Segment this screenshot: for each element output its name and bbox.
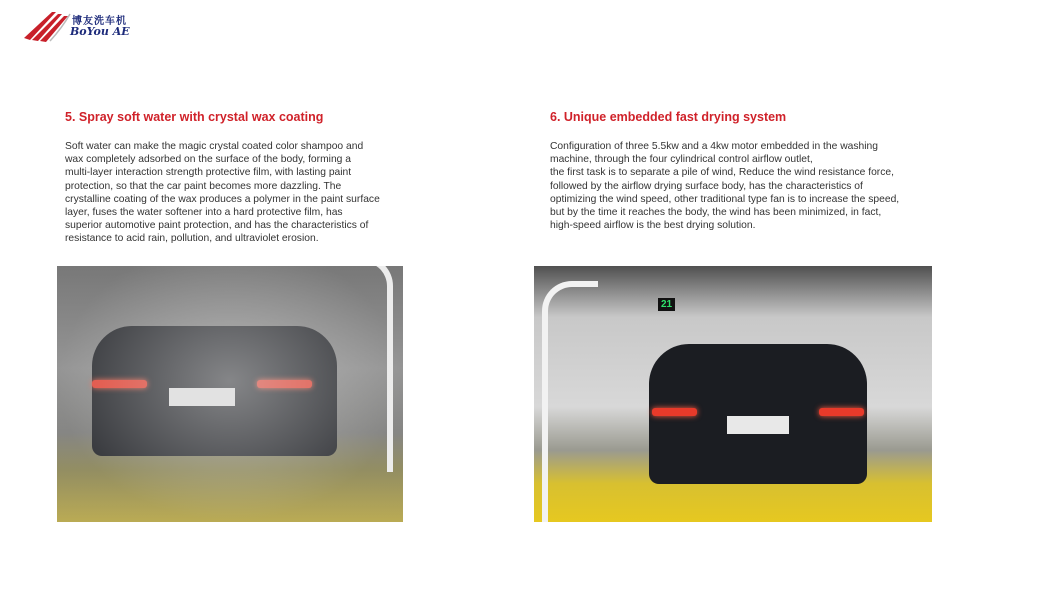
brand-logo: [22, 8, 137, 42]
spray-mist: [57, 266, 403, 522]
body-line: resistance to acid rain, pollution, and ultraviolet erosion.: [65, 233, 319, 245]
wash-arch: [542, 281, 598, 522]
photo-wax-spray: [57, 266, 403, 522]
tail-light: [652, 408, 697, 416]
body-line: protection, so that the car paint becomes more dazzling. The: [65, 180, 342, 192]
body-line: Configuration of three 5.5kw and a 4kw motor embedded in the washing: [550, 141, 878, 152]
section-body: [550, 140, 899, 232]
license-plate: [727, 416, 789, 434]
section-body: [65, 140, 380, 246]
body-line: multi-layer interaction strength protective film, with lasting paint: [65, 167, 352, 179]
body-line: but by the time it reaches the body, the wind has been minimized, in fact,: [550, 207, 882, 219]
tail-light: [819, 408, 864, 416]
section-drying: [550, 110, 899, 232]
body-line: Soft water can make the magic crystal coated color shampoo and: [65, 141, 364, 152]
photo-drying: [534, 266, 932, 522]
logo-english-text: BoYou AE: [70, 25, 130, 38]
body-line: optimizing the wind speed, other traditional type fan is to increase the speed,: [550, 193, 900, 205]
body-line: machine, through the four cylindrical control airflow outlet,: [550, 154, 813, 166]
section-title: 5. Spray soft water with crystal wax coating: [65, 110, 324, 124]
body-line: superior automotive paint protection, and has the characteristics of: [65, 220, 369, 232]
body-line: followed by the airflow drying surface body, has the characteristics of: [550, 180, 863, 192]
counter-display: 21: [658, 298, 675, 311]
section-title: 6. Unique embedded fast drying system: [550, 110, 787, 124]
body-line: the first task is to separate a pile of wind, Reduce the wind resistance force,: [550, 167, 894, 179]
logo-swoosh-icon: [22, 8, 72, 42]
body-line: layer, fuses the water softener into a hard protective film, has: [65, 207, 343, 219]
body-line: wax completely adsorbed on the surface of the body, forming a: [65, 154, 351, 166]
body-line: crystalline coating of the wax produces a polymer in the paint surface: [65, 193, 380, 205]
logo-chinese-text: 博友洗车机: [72, 16, 127, 27]
section-spray-wax: [65, 110, 380, 246]
body-line: high-speed airflow is the best drying solution.: [550, 220, 756, 232]
